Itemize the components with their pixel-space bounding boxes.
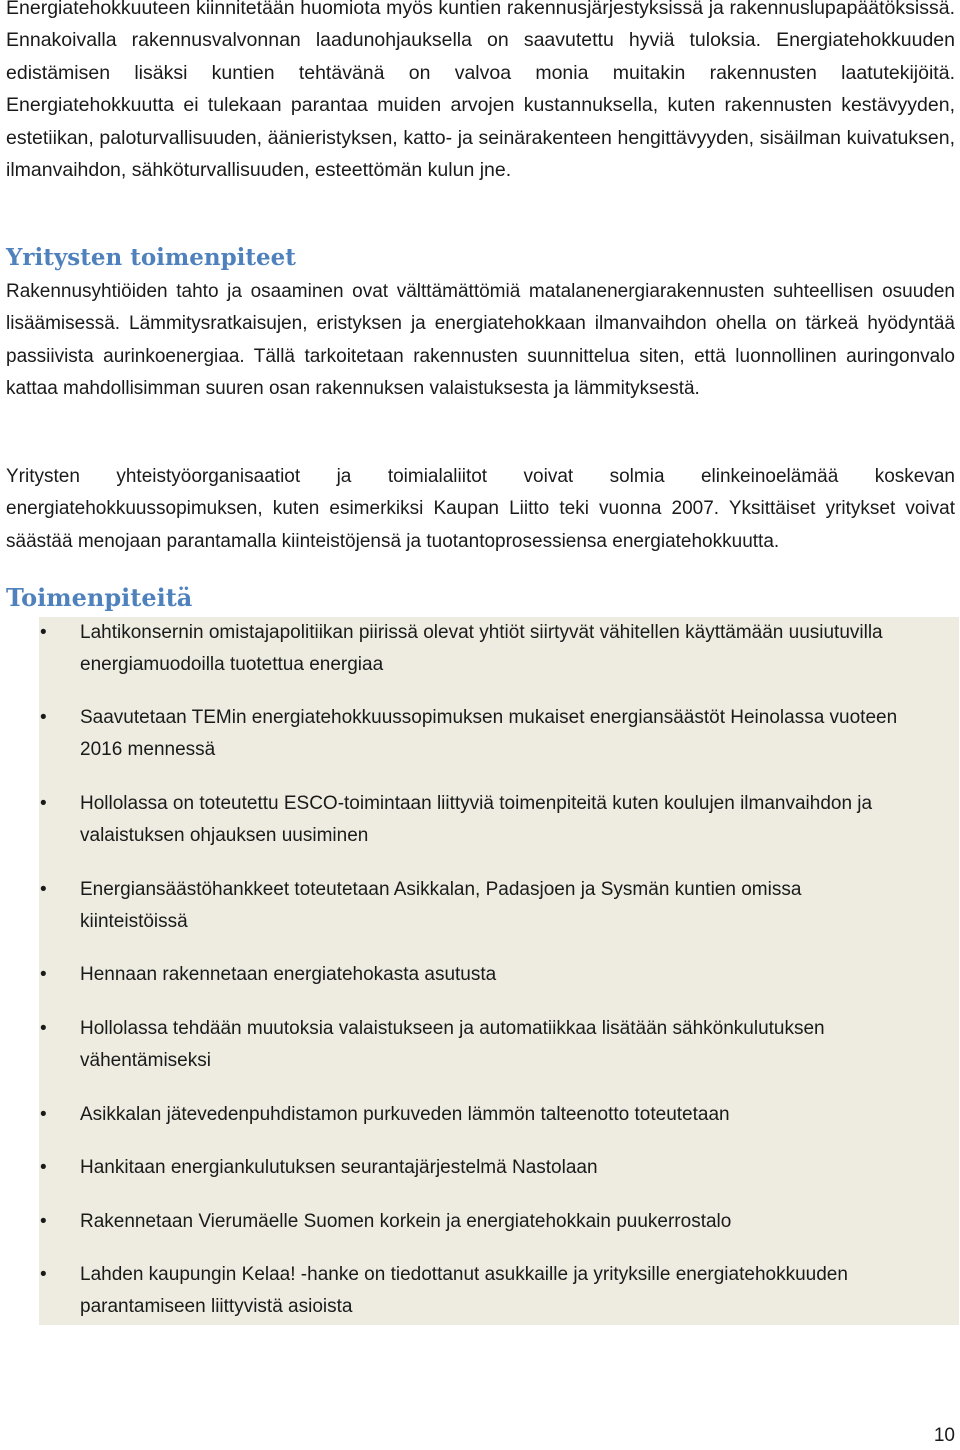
list-item-text: Lahden kaupungin Kelaa! -hanke on tiedottanut asukkaille ja yrityksille energiatehokkuuden parantamiseen liittyvistä asioista [80, 1264, 848, 1318]
bullet-icon: • [40, 1104, 47, 1125]
bullet-icon: • [40, 793, 47, 814]
companies-paragraph-1: Rakennusyhtiöiden tahto ja osaaminen ovat välttämättömiä matalanenergiarakennusten suhteellisen osuuden lisäämisessä. Lämmitysratkaisujen, eristyksen ja energiatehokkaan ilmanvaihdon ohella on tärkeä hyödyntää passiivista aurinkoenergiaa. Tällä tarkoitetaan rakennusten suunnittelua siten, että luonnollinen auringonvalo kattaa mahdollisimman suuren osan rakennuksen valaistuksesta ja lämmityksestä. [6, 281, 955, 400]
list-item-text: Hollolassa tehdään muutoksia valaistukseen ja automatiikkaa lisätään sähkönkulutuksen vähentämiseksi [80, 1018, 825, 1072]
bullet-icon: • [40, 879, 47, 900]
list-item-text: Hennaan rakennetaan energiatehokasta asutusta [80, 964, 497, 985]
companies-paragraph-2: Yritysten yhteistyöorganisaatiot ja toimialaliitot voivat solmia elinkeinoelämää koskevan energiatehokkuussopimuksen, kuten esimerkiksi Kaupan Liitto teki vuonna 2007. Yksittäiset yritykset voivat säästää menojaan parantamalla kiinteistöjensä ja tuotantoprosessiensa energiatehokkuutta. [6, 466, 955, 552]
bullet-icon: • [40, 707, 47, 728]
bullet-icon: • [40, 1211, 47, 1232]
bullet-icon: • [40, 1264, 47, 1285]
bullet-icon: • [40, 1018, 47, 1039]
list-item-text: Saavutetaan TEMin energiatehokkuussopimuksen mukaiset energiansäästöt Heinolassa vuoteen 2016 mennessä [80, 707, 898, 761]
list-item-text: Hollolassa on toteutettu ESCO-toimintaan liittyviä toimenpiteitä kuten koulujen ilmanvaihdon ja valaistuksen ohjauksen uusiminen [80, 793, 873, 847]
list-item-text: Rakennetaan Vierumäelle Suomen korkein ja energiatehokkain puukerrostalo [80, 1211, 732, 1232]
list-item-text: Lahtikonsernin omistajapolitiikan piirissä olevat yhtiöt siirtyvät vähitellen käyttämään uusiutuvilla energiamuodoilla tuotettua energiaa [80, 622, 883, 676]
list-item-text: Hankitaan energiankulutuksen seurantajärjestelmä Nastolaan [80, 1157, 598, 1178]
bullet-icon: • [40, 622, 47, 643]
bullet-icon: • [40, 1157, 47, 1178]
intro-paragraph: Energiatehokkuuteen kiinnitetään huomiota myös kuntien rakennusjärjestyksissä ja rakennuslupapäätöksissä. Ennakoivalla rakennusvalvonnan laadunohjauksella on saavutettu hyviä tuloksia. Energiatehokkuuden edistämisen lisäksi kuntien tehtävänä on valvoa monia muitakin rakennusten laatutekijöitä. Energiatehokkuutta ei tulekaan parantaa muiden arvojen kustannuksella, kuten rakennusten kestävyyden, estetiikan, paloturvallisuuden, äänieristyksen, katto- ja seinärakenteen hengittävyyden, sisäilman kuivatuksen, ilmanvaihdon, sähköturvallisuuden, esteettömän kulun jne. [6, 0, 955, 182]
bullet-icon: • [40, 964, 47, 985]
list-item-text: Asikkalan jätevedenpuhdistamon purkuveden lämmön talteenotto toteutetaan [80, 1104, 730, 1125]
page-number: 10 [933, 1425, 955, 1446]
list-item-text: Energiansäästöhankkeet toteutetaan Asikkalan, Padasjoen ja Sysmän kuntien omissa kiinteistöissä [80, 879, 802, 933]
section-heading-actions: Toimenpiteitä [6, 583, 193, 612]
section-heading-companies: Yritysten toimenpiteet [6, 244, 296, 271]
